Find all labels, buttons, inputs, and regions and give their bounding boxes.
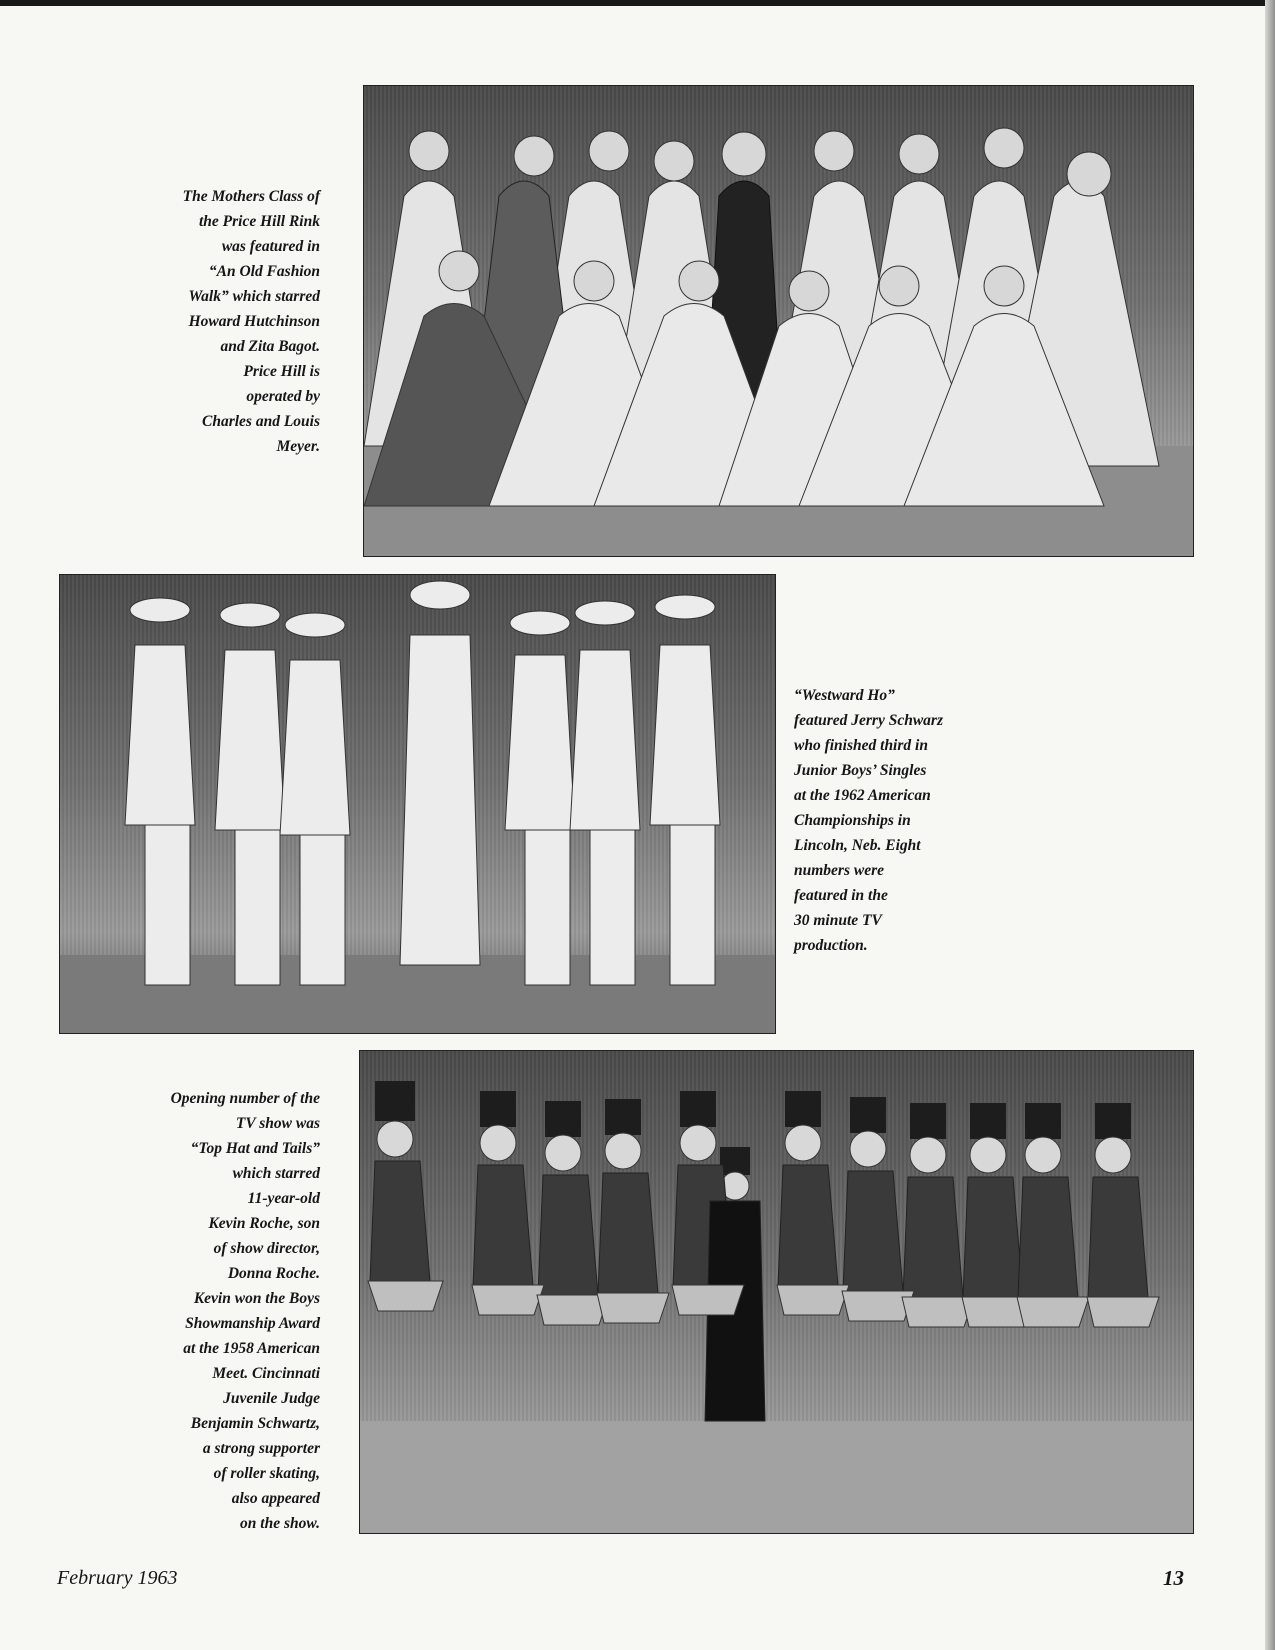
photo-top-hat-and-tails (359, 1050, 1194, 1534)
page-number: 13 (1163, 1566, 1184, 1590)
top-edge-bar (0, 0, 1275, 6)
photo-top-hat-and-tails-figures (360, 1051, 1193, 1533)
issue-date: February 1963 (57, 1567, 178, 1589)
photo-mothers-class-figures (364, 86, 1193, 556)
photo-westward-ho-figures (60, 575, 775, 1033)
caption-mothers-class: The Mothers Class of the Price Hill Rink was featured in “An Old Fashion Walk” which starred Howard Hutchinson and Zita Bagot. Price Hill is operated by Charles and Louis Meyer. (182, 188, 320, 455)
caption-westward-ho: “Westward Ho” featured Jerry Schwarz who finished third in Junior Boys’ Singles at the 1962 American Championships in Lincoln, Neb. Eight numbers were featured in the 30 minute TV production. (794, 687, 943, 954)
page-edge-shadow (1265, 0, 1275, 1650)
caption-top-hat-and-tails: Opening number of the TV show was “Top Hat and Tails” which starred 11-year-old Kevin Roche, son of show director, Donna Roche. Kevin won the Boys Showmanship Award at the 1958 American Meet. Cincinnati Juvenile Judge Benjamin Schwartz, a strong supporter of roller skating, also appeared on the show. (170, 1090, 320, 1532)
photo-mothers-class (363, 85, 1194, 557)
photo-westward-ho (59, 574, 776, 1034)
